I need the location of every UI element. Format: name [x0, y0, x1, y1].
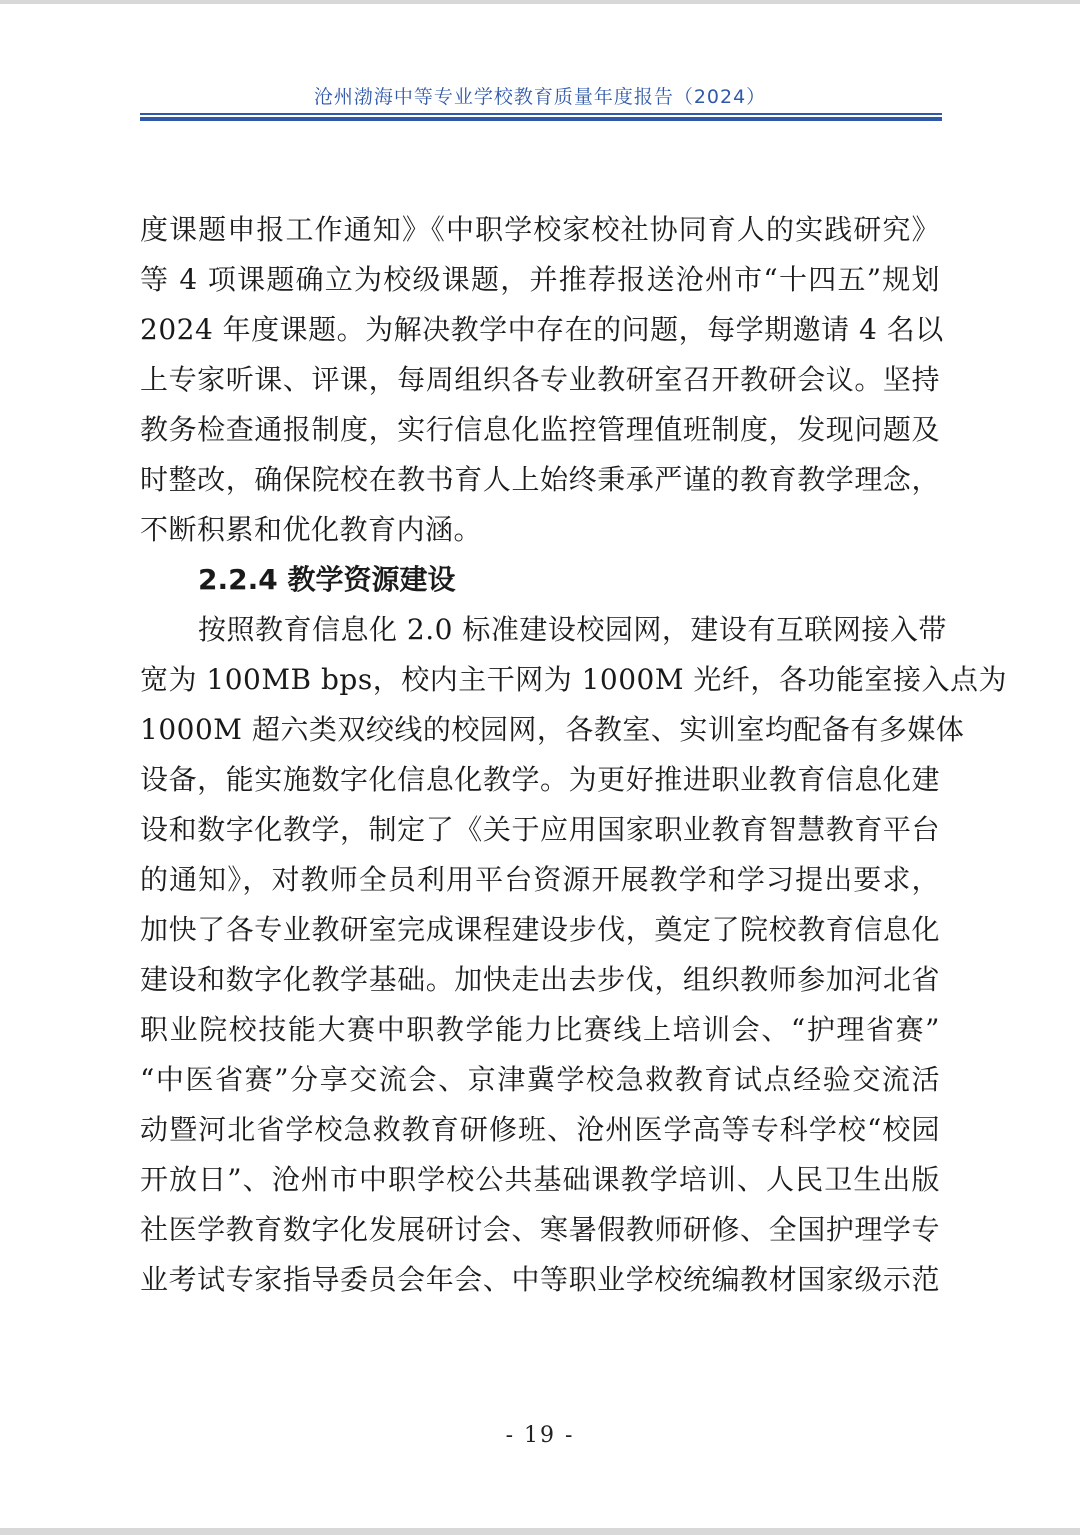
text-line: 开放日”、沧州市中职学校公共基础课教学培训、人民卫生出版	[140, 1163, 940, 1196]
page-number: - 19 -	[505, 1423, 575, 1448]
text-line: 宽为 100MB bps，校内主干网为 1000M 光纤，各功能室接入点为	[140, 663, 1007, 696]
text-line: 等 4 项课题确立为校级课题，并推荐报送沧州市“十四五”规划	[140, 263, 940, 296]
text-line: 加快了各专业教研室完成课程建设步伐，奠定了院校教育信息化	[140, 913, 940, 946]
header-rule-thick	[140, 117, 942, 121]
text-line: “中医省赛”分享交流会、京津冀学校急救教育试点经验交流活	[140, 1063, 940, 1096]
text-line: 1000M 超六类双绞线的校园网，各教室、实训室均配备有多媒体	[140, 713, 965, 746]
text-line: 建设和数字化教学基础。加快走出去步伐，组织教师参加河北省	[140, 963, 940, 996]
text-line: 设和数字化教学，制定了《关于应用国家职业教育智慧教育平台	[140, 813, 940, 846]
text-line: 的通知》，对教师全员利用平台资源开展教学和学习提出要求，	[140, 863, 940, 896]
text-line: 动暨河北省学校急救教育研修班、沧州医学高等专科学校“校园	[140, 1113, 940, 1146]
header-rule-thin	[140, 113, 942, 115]
text-line: 2024 年度课题。为解决教学中存在的问题，每学期邀请 4 名以	[140, 313, 944, 346]
text-line: 上专家听课、评课，每周组织各专业教研室召开教研会议。坚持	[140, 363, 940, 396]
running-header-title: 沧州渤海中等专业学校教育质量年度报告（2024）	[313, 86, 767, 108]
text-line: 按照教育信息化 2.0 标准建设校园网，建设有互联网接入带	[198, 613, 947, 646]
body-content	[140, 205, 1007, 1305]
paragraph-resources	[140, 605, 1007, 1305]
text-line: 业考试专家指导委员会年会、中等职业学校统编教材国家级示范	[140, 1263, 940, 1296]
text-line: 社医学教育数字化发展研讨会、寒暑假教师研修、全国护理学专	[140, 1213, 940, 1246]
text-line: 教务检查通报制度，实行信息化监控管理值班制度，发现问题及	[140, 413, 940, 446]
text-line: 设备，能实施数字化信息化教学。为更好推进职业教育信息化建	[140, 763, 940, 796]
page-top-edge	[0, 0, 1080, 4]
page-bottom-edge	[0, 1528, 1080, 1535]
text-line: 度课题申报工作通知》《中职学校家校社协同育人的实践研究》	[140, 213, 940, 246]
text-line: 职业院校技能大赛中职教学能力比赛线上培训会、“护理省赛”	[140, 1013, 940, 1046]
section-heading: 2.2.4 教学资源建设	[198, 563, 456, 596]
text-line: 不断积累和优化教育内涵。	[140, 513, 483, 546]
text-line: 时整改，确保院校在教书育人上始终秉承严谨的教育教学理念，	[140, 463, 940, 496]
paragraph-continued	[140, 205, 944, 555]
